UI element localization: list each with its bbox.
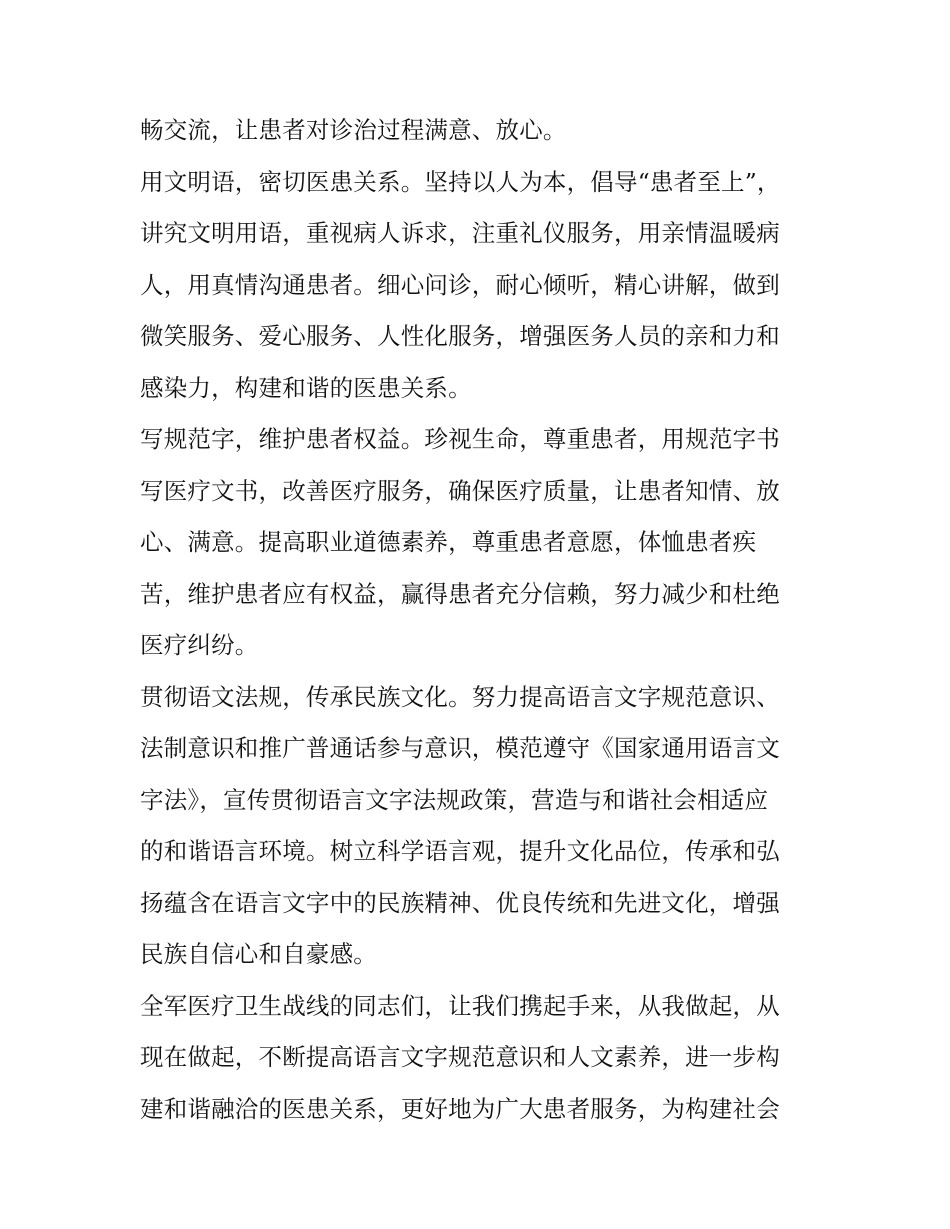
text-line: 全军医疗卫生战线的同志们，让我们携起手来，从我做起，从 [140,991,780,1020]
text-line: 医疗纠纷。 [140,631,259,659]
text-line: 法制意识和推广普通话参与意识，模范遵守《国家通用语言文 [140,734,780,762]
text-line: 感染力，构建和谐的医患关系。 [140,373,472,402]
text-line: 用文明语，密切医患关系。坚持以人为本，倡导“患者至上”， [140,167,781,196]
text-line: 心、满意。提高职业道德素养，尊重患者意愿，体恤患者疾 [140,528,757,556]
text-line: 微笑服务、爱心服务、人性化服务，增强医务人员的亲和力和 [140,322,780,350]
text-line: 写医疗文书，改善医疗服务，确保医疗质量，让患者知情、放 [140,476,780,505]
text-line: 讲究文明用语，重视病人诉求，注重礼仪服务，用亲情温暖病 [140,219,780,247]
text-line: 畅交流，让患者对诊治过程满意、放心。 [140,116,567,144]
text-line: 人，用真情沟通患者。细心问诊，耐心倾听，精心讲解，做到 [140,270,780,299]
text-line: 民族自信心和自豪感。 [140,940,377,968]
text-line: 的和谐语言环境。树立科学语言观，提升文化品位，传承和弘 [140,837,780,865]
text-line: 现在做起，不断提高语言文字规范意识和人文素养，进一步构 [140,1043,780,1071]
text-line: 写规范字，维护患者权益。珍视生命，尊重患者，用规范字书 [140,425,780,453]
text-line: 苦，维护患者应有权益，赢得患者充分信赖，努力减少和杜绝 [140,579,780,608]
text-line: 字法》，宣传贯彻语言文字法规政策，营造与和谐社会相适应 [140,785,769,814]
text-line: 建和谐融洽的医患关系，更好地为广大患者服务，为构建社会 [140,1094,780,1123]
document-body [140,108,820,1138]
text-line: 贯彻语文法规，传承民族文化。努力提高语言文字规范意识、 [140,682,780,711]
text-line: 扬蕴含在语言文字中的民族精神、优良传统和先进文化，增强 [140,888,780,917]
